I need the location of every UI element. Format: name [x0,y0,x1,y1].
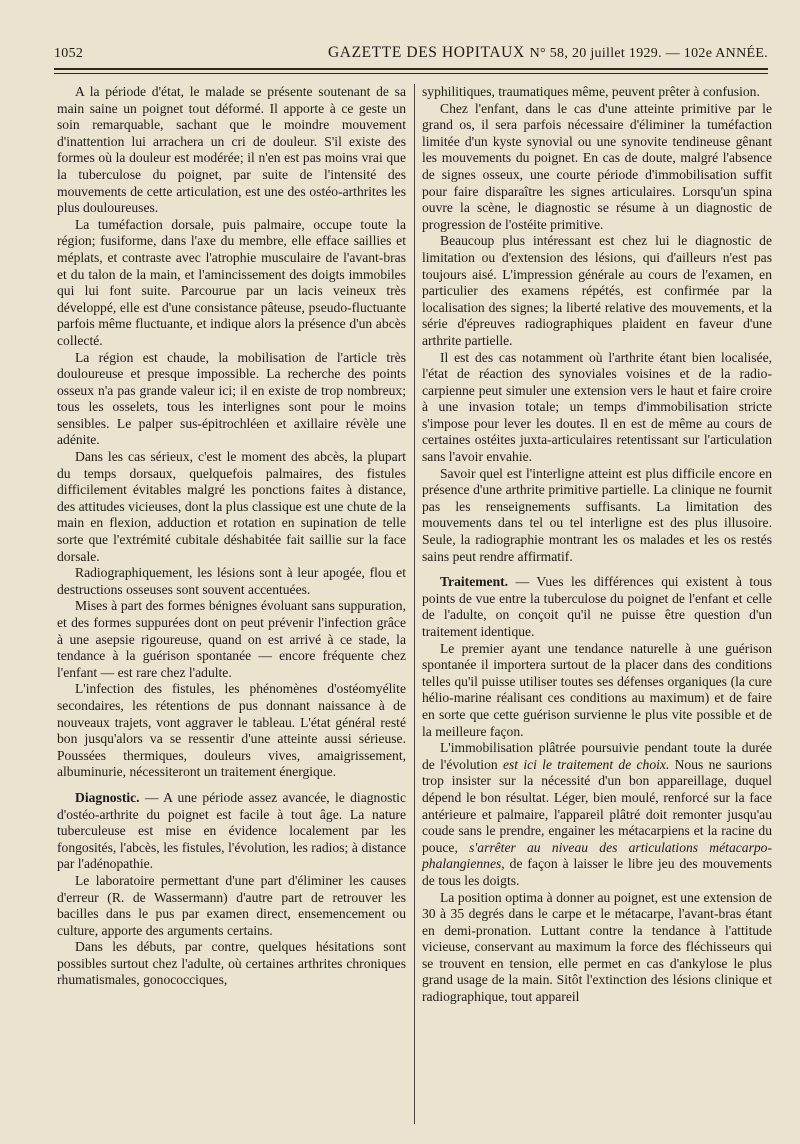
traitement-text: — Vues les différences qui existent à tous points de vue entre la tuberculose du poignet de l'enfant et celle de l'adulte, on conçoit qu'il ne puisse être question d'un traitement identique. [422,574,772,639]
paragraph: Dans les débuts, par contre, quelques hésitations sont possibles surtout chez l'adulte, où certaines arthrites chroniques rhumatismales, gonococciques, [57,939,406,988]
right-column [422,84,772,1006]
journal-title: GAZETTE DES HOPITAUX [328,44,525,61]
page-header [54,44,768,66]
header-rule-thick [54,68,768,70]
italic-run: s'arrêter au niveau des articulations métacarpo-phalangiennes, [422,839,772,872]
diagnostic-paragraph [57,790,406,873]
traitement-paragraph [422,574,772,640]
paragraph: A la période d'état, le malade se présente soutenant de sa main saine un poignet tout déformé. Il apporte à ce geste un soin remarquable, sachant que le moindre mouvement d'inattention lui arrachera un cri de douleur. S'il existe des formes où la douleur est modérée; il n'en est pas moins vrai que la tuberculose du poignet, par suite de l'intensité des mouvements de cette articulation, est une des ostéo-arthrites les plus douloureuses. [57,84,406,216]
left-column [57,84,406,989]
paragraph: Radiographiquement, les lésions sont à leur apogée, flou et destructions osseuses sont souvent accentuées. [57,565,406,597]
paragraph: Le premier ayant une tendance naturelle à une guérison spontanée il importera surtout de la placer dans des conditions telles qu'il puisse utiliser toutes ses défenses organiques (la cure hélio-marine réalisant ces conditions au maximum) et de faire en sorte que cette guérison survienne le plus vite possible et de la meilleure façon. [422,640,772,739]
paragraph: Dans les cas sérieux, c'est le moment des abcès, la plupart du temps dorsaux, quelquefois palmaires, des fistules difficilement évitables malgré les ponctions faites à distance, des attitudes vicieuses, dont la plus classique est une chute de la main en flexion, adduction et rotation en supination de telle sorte que l'extrémité cubitale déshabitée fait saillie sur la face dorsale. [57,449,406,564]
paragraph: La position optima à donner au poignet, est une extension de 30 à 35 degrés dans le carpe et le métacarpe, l'avant-bras étant en demi-pronation. Luttant contre la tendance à l'attitude vicieuse, conservant au maximum la force des fléchisseurs qui se trouvent en tension, elle permet en cas d'ankylose le plus grand usage de la main. Sitôt l'extinction des lésions clinique et radiographique, tout appareil [422,889,772,1005]
italic-run: est ici le traitement de choix. [502,756,670,772]
header-rule-thin [54,73,768,74]
page-number: 1052 [54,46,84,61]
paragraph: Chez l'enfant, dans le cas d'une atteinte primitive par le grand os, il sera parfois nécessaire d'éliminer la tuméfaction limitée d'un kyste synovial ou une synovite tendineuse gênant les mouvements du poignet. En cas de doute, malgré l'absence de signes osseux, une courte période d'immobilisation suffit pour faire disparaître les signes articulaires. Lorsqu'un spina ouvre la scène, le diagnostic se résume à un diagnostic de progression de l'ostéite primitive. [422,100,772,232]
diagnostic-text: — A une période assez avancée, le diagnostic d'ostéo-arthrite du poignet est facile à tout âge. La nature tuberculeuse est mise en évidence localement par les fongosités, l'abcès, les fistules, l'évolution, les radios; à distance par l'adénopathie. [57,789,406,872]
paragraph-immobilisation [422,740,772,889]
paragraph: Mises à part des formes bénignes évoluant sans suppuration, et des formes suppurées dont on peut prévenir l'infection grâce à une asepsie rigoureuse, quand on est arrivé à ce stade, la tendance à la guérison spontanée — encore fréquente chez l'enfant — est rare chez l'adulte. [57,598,406,680]
paragraph: syphilitiques, traumatiques même, peuvent prêter à confusion. [422,84,760,99]
text-run: L'immobilisation plâtrée poursuivie pendant toute la durée de l'évolution [422,740,772,772]
section-heading-traitement: Traitement. [440,574,509,590]
paragraph: Beaucoup plus intéressant est chez lui le diagnostic de limitation ou d'extension des lésions, qui d'ailleurs n'est pas toujours aisé. L'impression générale au cours de l'examen, en particulier des examens répétés, est confirmée par la localisation des signes; la liberté relative des mouvements, et la série d'épreuves radiographiques plaident en faveur d'une arthrite partielle. [422,233,772,348]
paragraph: La tuméfaction dorsale, puis palmaire, occupe toute la région; fusiforme, dans l'axe du membre, elle efface saillies et méplats, et contraste avec l'atrophie musculaire de l'avant-bras et du talon de la main, et l'amincissement des doigts immobiles qui lui font suite. Parcourue par un lacis veineux très développé, elle est d'une consistance pâteuse, pseudo-fluctuante parfois même fluctuante, et indique alors la présence d'un abcès collecté. [57,216,406,348]
issue-info: N° 58, 20 juillet 1929. — 102e ANNÉE. [529,46,768,61]
paragraph: Le laboratoire permettant d'une part d'éliminer les causes d'erreur (R. de Wassermann) d'autre part de retrouver les bacilles dans le pus par examen direct, ensemencement ou culture, apporte des arguments certains. [57,872,406,938]
paragraph: Il est des cas notamment où l'arthrite étant bien localisée, l'état de réaction des synoviales voisines et de la radio-carpienne peut simuler une extension vers le haut et faire croire à une invasion totale; un temps d'immobilisation stricte s'impose pour lever les doutes. Il en est de même au cours de certaines ostéites juxta-articulaires retentissant sur l'articulation sans l'avoir envahie. [422,349,772,465]
column-divider [414,84,415,1124]
text-run: Nous ne saurions trop insister sur la nécessité d'un bon appareillage, duquel dépend le bon résultat. Léger, bien moulé, renforcé sur la face antérieure et palmaire, l'appareil plâtré doit remonter jusqu'au coude sans le prendre, engainer les métacarpiens et la racine du pouce, [422,756,772,855]
paragraph: Savoir quel est l'interligne atteint est plus difficile encore en présence d'une arthrite primitive partielle. La clinique ne fournit pas les renseignements suffisants. La limitation des mouvements dans tel ou tel interligne est des plus illusoire. Seule, la radiographie montrant les os malades et les os restés sains peut rendre affirmatif. [422,465,772,564]
paragraph: L'infection des fistules, les phénomènes d'ostéomyélite secondaires, les rétentions de pus donnant naissance à de nouveaux trajets, vont aggraver le tableau. L'état général resté bon jusqu'alors va se ressentir d'une atteinte aussi sérieuse. Poussées thermiques, douleurs vives, amaigrissement, albuminurie, nécessiteront un traitement énergique. [57,681,406,780]
section-heading-diagnostic: Diagnostic. [75,789,140,805]
text-run: de façon à laisser le libre jeu des mouvements de tous les doigts. [422,856,772,888]
paragraph: La région est chaude, la mobilisation de l'article très douloureuse et presque impossible. La recherche des points osseux n'a pas grande valeur ici; il en existe de trop nombreux; tous les osselets, tous les interlignes sont pour le moins sensibles. Le palper sus-épitrochléen et axillaire révèle une adénite. [57,349,406,448]
